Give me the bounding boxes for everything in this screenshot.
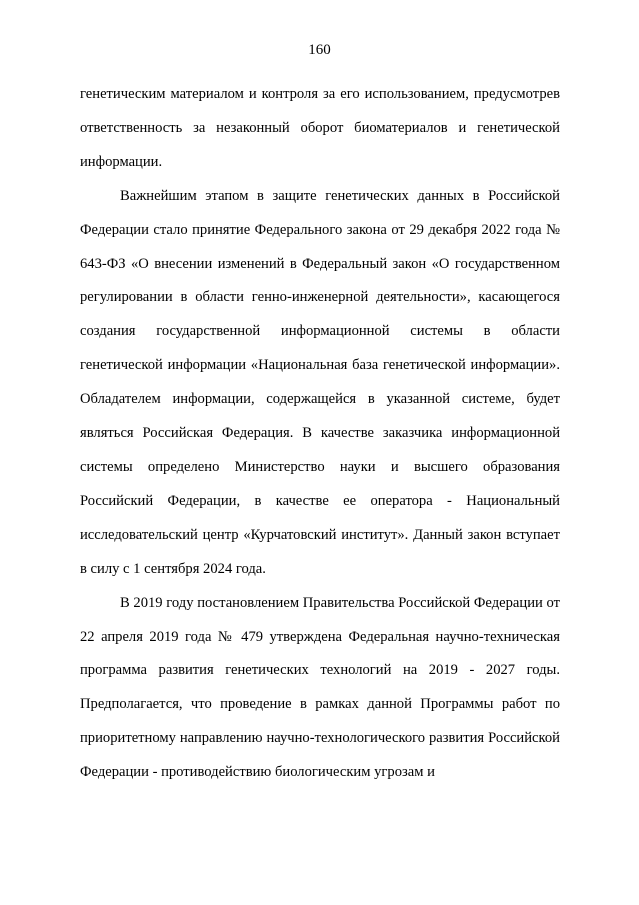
paragraph-1: генетическим материалом и контроля за его использованием, предусмотрев ответственность за незаконный оборот биоматериалов и генетической информации.	[80, 86, 560, 170]
body-text	[80, 78, 560, 790]
paragraph-2: Важнейшим этапом в защите генетических данных в Российской Федерации стало принятие Федерального закона от 29 декабря 2022 года № 643-ФЗ «О внесении изменений в Федеральный закон «О государственном регулировании в области генно-инженерной деятельности», касающегося создания государственной информационной системы в области генетической информации «Национальная база генетической информации». Обладателем информации, содержащейся в указанной системе, будет являться Российская Федерация. В качестве заказчика информационной системы определено Министерство науки и высшего образования Российский Федерации, в качестве ее оператора - Национальный исследовательский центр «Курчатовский институт». Данный закон вступает в силу с 1 сентября 2024 года.	[80, 187, 560, 577]
page-number: 160	[308, 42, 331, 58]
paragraph-3: В 2019 году постановлением Правительства Российской Федерации от 22 апреля 2019 года № 479 утверждена Федеральная научно-техническая программа развития генетических технологий на 2019 - 2027 годы. Предполагается, что проведение в рамках данной Программы работ по приоритетному направлению научно-технологического развития Российской Федерации - противодействию биологическим угрозам и	[80, 594, 560, 781]
